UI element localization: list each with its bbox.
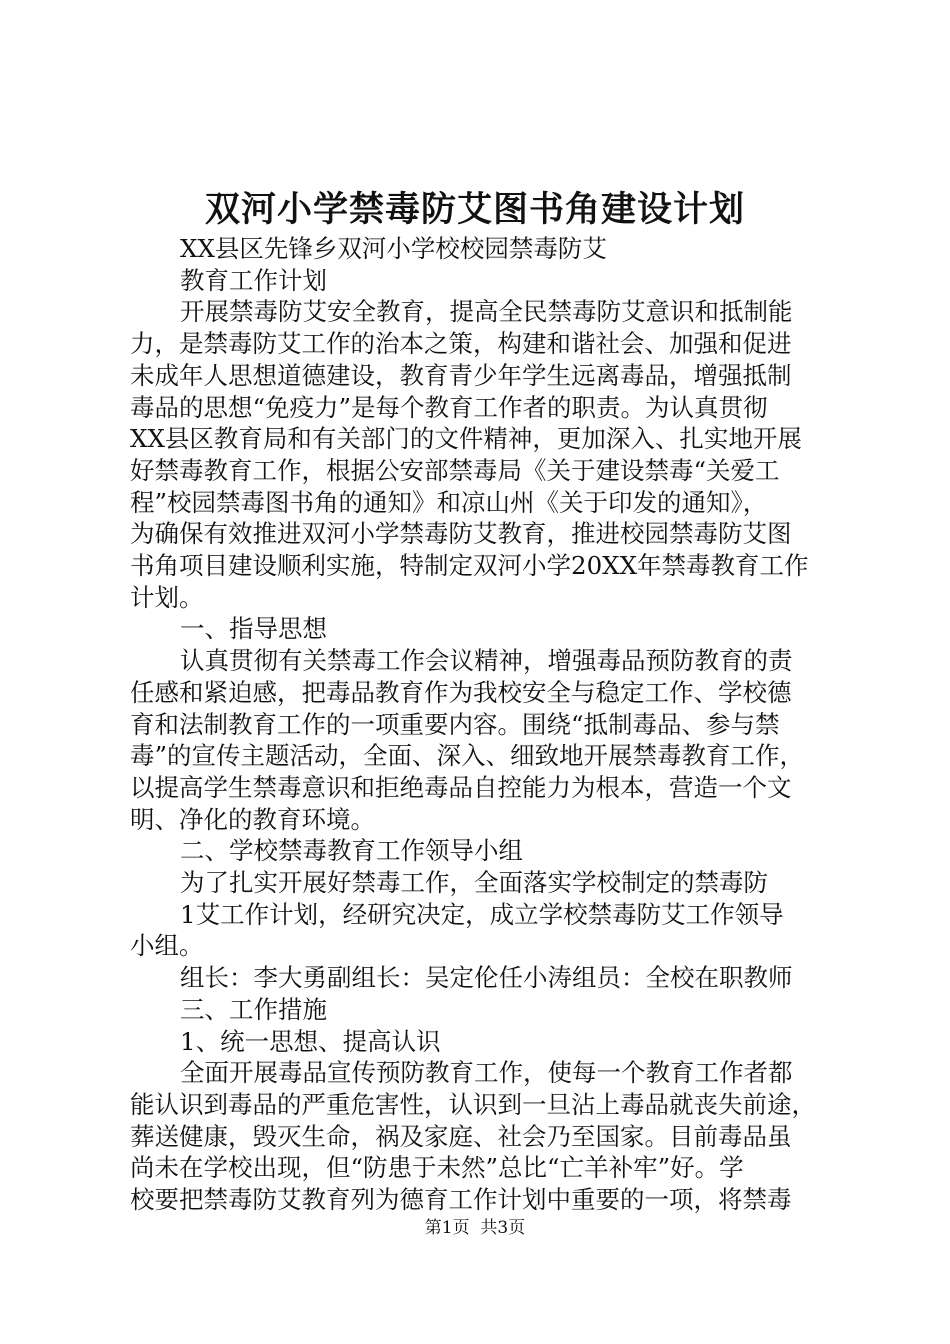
text-line: 1、统一思想、提高认识 [180,1026,441,1056]
text-line: 组长：李大勇副组长：吴定伦任小涛组员：全校在职教师 [180,963,793,993]
text-line: 尚未在学校出现，但“防患于未然”总比“亡羊补牢”好。学 [130,1153,744,1183]
text-line: 明、净化的教育环境。 [130,804,375,834]
text-line: 能认识到毒品的严重危害性，认识到一旦沾上毒品就丧失前途， [130,1089,816,1119]
text-line: 教育工作计划 [180,265,327,295]
text-line: 为确保有效推进双河小学禁毒防艾教育，推进校园禁毒防艾图 [130,519,792,549]
text-line: 二、学校禁毒教育工作领导小组 [180,836,523,866]
text-line: 好禁毒教育工作，根据公安部禁毒局《关于建设禁毒“关爱工 [130,455,780,485]
text-line: 力，是禁毒防艾工作的治本之策，构建和谐社会、加强和促进 [130,329,792,359]
text-line: 毒品的思想“免疫力”是每个教育工作者的职责。为认真贯彻 [130,392,768,422]
text-line: XX县区教育局和有关部门的文件精神，更加深入、扎实地开展 [130,424,802,454]
text-line: 为了扎实开展好禁毒工作，全面落实学校制定的禁毒防 [180,868,768,898]
text-line: 未成年人思想道德建设，教育青少年学生远离毒品，增强抵制 [130,360,792,390]
text-line: 育和法制教育工作的一项重要内容。围绕“抵制毒品、参与禁 [130,709,780,739]
text-line: 全面开展毒品宣传预防教育工作，使每一个教育工作者都 [180,1058,793,1088]
text-line: 小组。 [130,931,204,961]
text-line: XX县区先锋乡双河小学校校园禁毒防艾 [180,234,607,263]
text-line: 校要把禁毒防艾教育列为德育工作计划中重要的一项，将禁毒 [130,1185,792,1215]
text-line: 毒”的宣传主题活动，全面、深入、细致地开展禁毒教育工作， [130,741,805,771]
text-line: 以提高学生禁毒意识和拒绝毒品自控能力为根本，营造一个文 [130,772,792,802]
text-line: 葬送健康，毁灭生命，祸及家庭、社会乃至国家。目前毒品虽 [130,1121,792,1151]
text-line: 三、工作措施 [180,994,327,1024]
text-line: 一、指导思想 [180,614,327,644]
text-line: 计划。 [130,582,204,612]
text-line: 书角项目建设顺利实施，特制定双河小学20XX年禁毒教育工作 [130,551,809,581]
page-footer: 第1页 共3页 [424,1218,526,1238]
text-line: 程”校园禁毒图书角的通知》和凉山州《关于印发的通知》， [130,487,768,517]
text-line: 认真贯彻有关禁毒工作会议精神，增强毒品预防教育的责 [180,646,793,676]
text-line: 开展禁毒防艾安全教育，提高全民禁毒防艾意识和抵制能 [180,297,793,327]
document-body [130,233,835,1216]
document-title: 双河小学禁毒防艾图书角建设计划 [204,189,745,230]
text-line: 任感和紧迫感，把毒品教育作为我校安全与稳定工作、学校德 [130,677,792,707]
text-line: 1艾工作计划，经研究决定，成立学校禁毒防艾工作领导 [180,899,784,929]
